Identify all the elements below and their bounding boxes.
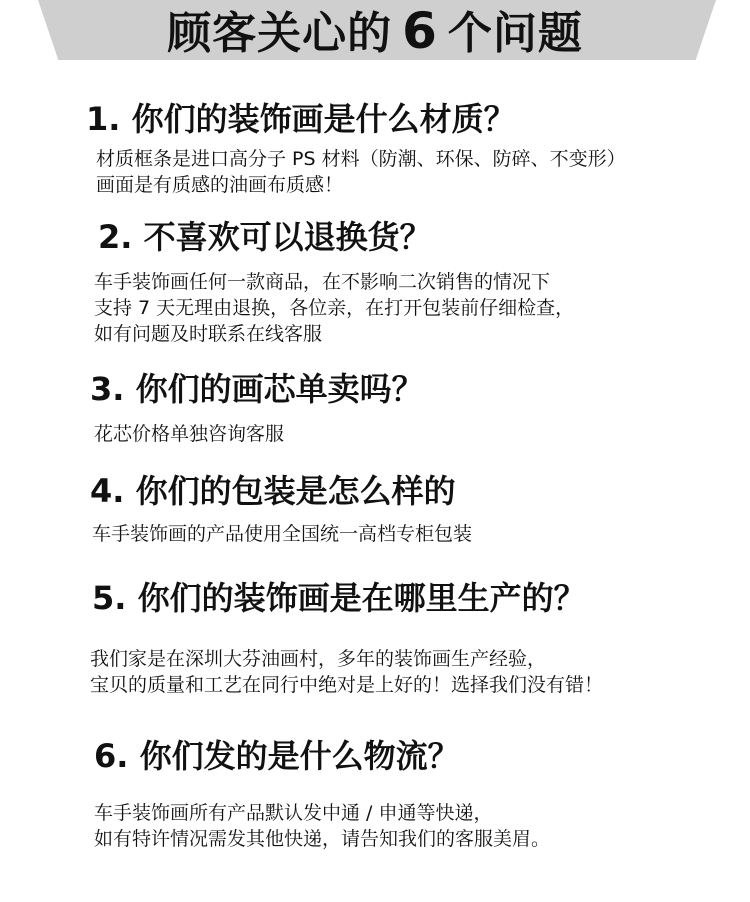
faq-answer-1	[96, 146, 626, 198]
faq-answer-line: 支持 7 天无理由退换，各位亲，在打开包装前仔细检查，	[94, 297, 575, 319]
faq-answer-4	[92, 521, 472, 547]
page-title-prefix: 顾客关心的	[167, 8, 393, 59]
faq-question-1: 1. 你们的装饰画是什么材质？	[86, 100, 516, 138]
page-title-suffix: 个问题	[447, 8, 583, 59]
faq-question-3: 3. 你们的画芯单卖吗？	[90, 370, 424, 408]
faq-answer-line: 画面是有质感的油画布质感！	[96, 174, 344, 196]
faq-question-5: 5. 你们的装饰画是在哪里生产的？	[92, 579, 586, 617]
faq-answer-line: 材质框条是进口高分子 PS 材料（防潮、环保、防碎、不变形）	[96, 148, 626, 170]
faq-answer-line: 宝贝的质量和工艺在同行中绝对是上好的！选择我们没有错！	[90, 674, 604, 696]
faq-answer-line: 花芯价格单独咨询客服	[94, 423, 285, 445]
faq-answer-2	[94, 269, 574, 347]
faq-answer-6	[94, 800, 550, 852]
page-title-number: 6	[402, 2, 438, 60]
faq-answer-line: 如有问题及时联系在线客服	[94, 323, 323, 345]
faq-question-2: 2. 不喜欢可以退换货？	[98, 218, 432, 256]
faq-answer-line: 我们家是在深圳大芬油画村，多年的装饰画生产经验，	[90, 648, 547, 670]
faq-answer-line: 车手装饰画所有产品默认发中通 / 申通等快递，	[94, 802, 493, 824]
faq-answer-5	[90, 646, 603, 698]
page-title	[0, 0, 750, 60]
faq-answer-3	[94, 421, 284, 447]
faq-answer-line: 车手装饰画的产品使用全国统一高档专柜包装	[92, 523, 473, 545]
faq-answer-line: 如有特许情况需发其他快递，请告知我们的客服美眉。	[94, 828, 551, 850]
faq-question-4: 4. 你们的包装是怎么样的	[90, 472, 456, 510]
faq-answer-line: 车手装饰画任何一款商品，在不影响二次销售的情况下	[94, 271, 551, 293]
faq-question-6: 6. 你们发的是什么物流？	[94, 737, 460, 775]
